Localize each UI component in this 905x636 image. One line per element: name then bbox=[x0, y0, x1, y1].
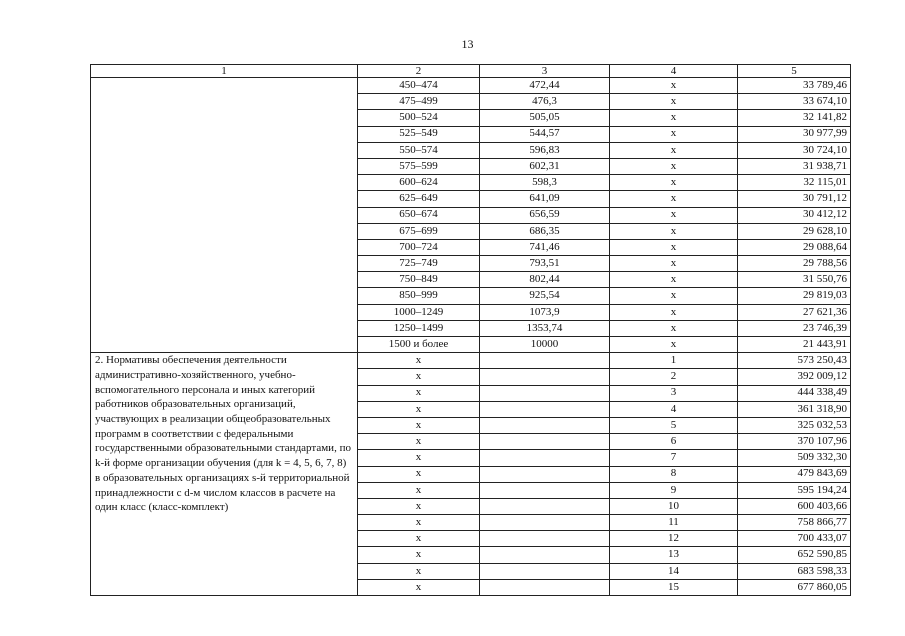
cell-col4: x bbox=[610, 94, 738, 110]
cell-col5: 509 332,30 bbox=[738, 450, 851, 466]
cell-col3 bbox=[480, 417, 610, 433]
cell-col5: 479 843,69 bbox=[738, 466, 851, 482]
cell-col2: 475–499 bbox=[358, 94, 480, 110]
cell-col2: 575–599 bbox=[358, 158, 480, 174]
cell-col3 bbox=[480, 579, 610, 595]
cell-col5: 595 194,24 bbox=[738, 482, 851, 498]
cell-col3: 802,44 bbox=[480, 272, 610, 288]
cell-col2: 1250–1499 bbox=[358, 320, 480, 336]
cell-col4: 10 bbox=[610, 498, 738, 514]
cell-col3: 602,31 bbox=[480, 158, 610, 174]
cell-col5: 600 403,66 bbox=[738, 498, 851, 514]
cell-col5: 31 938,71 bbox=[738, 158, 851, 174]
cell-col3: 686,35 bbox=[480, 223, 610, 239]
cell-col2: x bbox=[358, 515, 480, 531]
cell-col2: x bbox=[358, 482, 480, 498]
cell-col5: 23 746,39 bbox=[738, 320, 851, 336]
cell-col3 bbox=[480, 450, 610, 466]
cell-col4: 2 bbox=[610, 369, 738, 385]
cell-col3 bbox=[480, 563, 610, 579]
cell-col5: 444 338,49 bbox=[738, 385, 851, 401]
cell-col4: 3 bbox=[610, 385, 738, 401]
cell-col5: 392 009,12 bbox=[738, 369, 851, 385]
cell-col2: 650–674 bbox=[358, 207, 480, 223]
cell-col2: x bbox=[358, 369, 480, 385]
cell-col5: 370 107,96 bbox=[738, 434, 851, 450]
cell-col4: 6 bbox=[610, 434, 738, 450]
cell-col4: x bbox=[610, 337, 738, 353]
cell-col3 bbox=[480, 385, 610, 401]
cell-col3: 476,3 bbox=[480, 94, 610, 110]
cell-col2: x bbox=[358, 466, 480, 482]
cell-col2: 550–574 bbox=[358, 142, 480, 158]
cell-col2: x bbox=[358, 531, 480, 547]
cell-col5: 32 115,01 bbox=[738, 175, 851, 191]
cell-col4: 14 bbox=[610, 563, 738, 579]
cell-col3: 544,57 bbox=[480, 126, 610, 142]
cell-col2: 1500 и более bbox=[358, 337, 480, 353]
page-number: 13 bbox=[461, 37, 474, 51]
cell-col4: x bbox=[610, 158, 738, 174]
group-label-empty bbox=[91, 78, 358, 353]
cell-col2: x bbox=[358, 563, 480, 579]
cell-col4: x bbox=[610, 78, 738, 94]
cell-col4: 13 bbox=[610, 547, 738, 563]
cell-col3: 656,59 bbox=[480, 207, 610, 223]
cell-col2: 725–749 bbox=[358, 256, 480, 272]
cell-col5: 29 628,10 bbox=[738, 223, 851, 239]
cell-col4: 9 bbox=[610, 482, 738, 498]
cell-col2: x bbox=[358, 579, 480, 595]
cell-col3 bbox=[480, 531, 610, 547]
cell-col3: 505,05 bbox=[480, 110, 610, 126]
cell-col5: 33 674,10 bbox=[738, 94, 851, 110]
cell-col2: x bbox=[358, 401, 480, 417]
group-label: 2. Нормативы обеспечения деятельности административно-хозяйственного, учебно-вспомогательного персонала и иных категорий работников образовательных организаций, участвующих в реализации общеобразовательных программ в соответствии с федеральными государственными образовательными стандартами, по k-й форме организации обучения (для k = 4, 5, 6, 7, 8) в образовательных организациях s-й территориальной принадлежности с d-м числом классов в расчете на один класс (класс-комплект) bbox=[91, 353, 358, 596]
cell-col2: 1000–1249 bbox=[358, 304, 480, 320]
cell-col5: 683 598,33 bbox=[738, 563, 851, 579]
cell-col5: 30 791,12 bbox=[738, 191, 851, 207]
cell-col3 bbox=[480, 498, 610, 514]
cell-col4: x bbox=[610, 142, 738, 158]
cell-col5: 29 819,03 bbox=[738, 288, 851, 304]
cell-col4: x bbox=[610, 110, 738, 126]
cell-col4: x bbox=[610, 223, 738, 239]
cell-col5: 33 789,46 bbox=[738, 78, 851, 94]
column-header: 2 bbox=[358, 65, 480, 78]
cell-col4: 15 bbox=[610, 579, 738, 595]
cell-col4: x bbox=[610, 288, 738, 304]
cell-col5: 700 433,07 bbox=[738, 531, 851, 547]
cell-col4: x bbox=[610, 272, 738, 288]
cell-col4: x bbox=[610, 320, 738, 336]
cell-col2: x bbox=[358, 498, 480, 514]
cell-col2: 850–999 bbox=[358, 288, 480, 304]
cell-col5: 361 318,90 bbox=[738, 401, 851, 417]
cell-col4: x bbox=[610, 207, 738, 223]
cell-col5: 30 412,12 bbox=[738, 207, 851, 223]
cell-col4: x bbox=[610, 256, 738, 272]
cell-col2: x bbox=[358, 450, 480, 466]
cell-col3 bbox=[480, 547, 610, 563]
cell-col5: 31 550,76 bbox=[738, 272, 851, 288]
cell-col3: 598,3 bbox=[480, 175, 610, 191]
cell-col2: 625–649 bbox=[358, 191, 480, 207]
cell-col3 bbox=[480, 353, 610, 369]
norms-table bbox=[90, 64, 851, 596]
cell-col5: 677 860,05 bbox=[738, 579, 851, 595]
cell-col4: x bbox=[610, 191, 738, 207]
cell-col4: 4 bbox=[610, 401, 738, 417]
cell-col3 bbox=[480, 434, 610, 450]
cell-col2: 700–724 bbox=[358, 239, 480, 255]
column-header: 5 bbox=[738, 65, 851, 78]
cell-col2: 450–474 bbox=[358, 78, 480, 94]
cell-col3: 596,83 bbox=[480, 142, 610, 158]
cell-col5: 32 141,82 bbox=[738, 110, 851, 126]
cell-col5: 652 590,85 bbox=[738, 547, 851, 563]
cell-col2: x bbox=[358, 353, 480, 369]
cell-col3: 641,09 bbox=[480, 191, 610, 207]
table-row bbox=[91, 78, 851, 94]
cell-col5: 29 788,56 bbox=[738, 256, 851, 272]
cell-col2: x bbox=[358, 417, 480, 433]
cell-col4: x bbox=[610, 304, 738, 320]
cell-col4: x bbox=[610, 175, 738, 191]
cell-col5: 325 032,53 bbox=[738, 417, 851, 433]
cell-col3 bbox=[480, 369, 610, 385]
cell-col4: x bbox=[610, 239, 738, 255]
cell-col3: 1073,9 bbox=[480, 304, 610, 320]
cell-col4: 7 bbox=[610, 450, 738, 466]
cell-col2: x bbox=[358, 385, 480, 401]
cell-col3: 741,46 bbox=[480, 239, 610, 255]
cell-col4: 12 bbox=[610, 531, 738, 547]
cell-col2: 675–699 bbox=[358, 223, 480, 239]
cell-col5: 30 977,99 bbox=[738, 126, 851, 142]
cell-col3 bbox=[480, 466, 610, 482]
cell-col5: 30 724,10 bbox=[738, 142, 851, 158]
cell-col3 bbox=[480, 482, 610, 498]
cell-col2: 525–549 bbox=[358, 126, 480, 142]
cell-col4: x bbox=[610, 126, 738, 142]
cell-col2: 600–624 bbox=[358, 175, 480, 191]
cell-col2: x bbox=[358, 547, 480, 563]
cell-col5: 758 866,77 bbox=[738, 515, 851, 531]
cell-col3: 793,51 bbox=[480, 256, 610, 272]
cell-col2: 750–849 bbox=[358, 272, 480, 288]
cell-col3 bbox=[480, 515, 610, 531]
cell-col3: 10000 bbox=[480, 337, 610, 353]
column-header: 4 bbox=[610, 65, 738, 78]
table-row bbox=[91, 353, 851, 369]
cell-col4: 5 bbox=[610, 417, 738, 433]
cell-col4: 1 bbox=[610, 353, 738, 369]
cell-col5: 21 443,91 bbox=[738, 337, 851, 353]
cell-col3: 1353,74 bbox=[480, 320, 610, 336]
cell-col3: 925,54 bbox=[480, 288, 610, 304]
column-header: 1 bbox=[91, 65, 358, 78]
column-header: 3 bbox=[480, 65, 610, 78]
cell-col3: 472,44 bbox=[480, 78, 610, 94]
cell-col2: 500–524 bbox=[358, 110, 480, 126]
cell-col4: 8 bbox=[610, 466, 738, 482]
cell-col5: 29 088,64 bbox=[738, 239, 851, 255]
cell-col4: 11 bbox=[610, 515, 738, 531]
cell-col3 bbox=[480, 401, 610, 417]
cell-col2: x bbox=[358, 434, 480, 450]
header-row bbox=[91, 65, 851, 78]
cell-col5: 573 250,43 bbox=[738, 353, 851, 369]
cell-col5: 27 621,36 bbox=[738, 304, 851, 320]
